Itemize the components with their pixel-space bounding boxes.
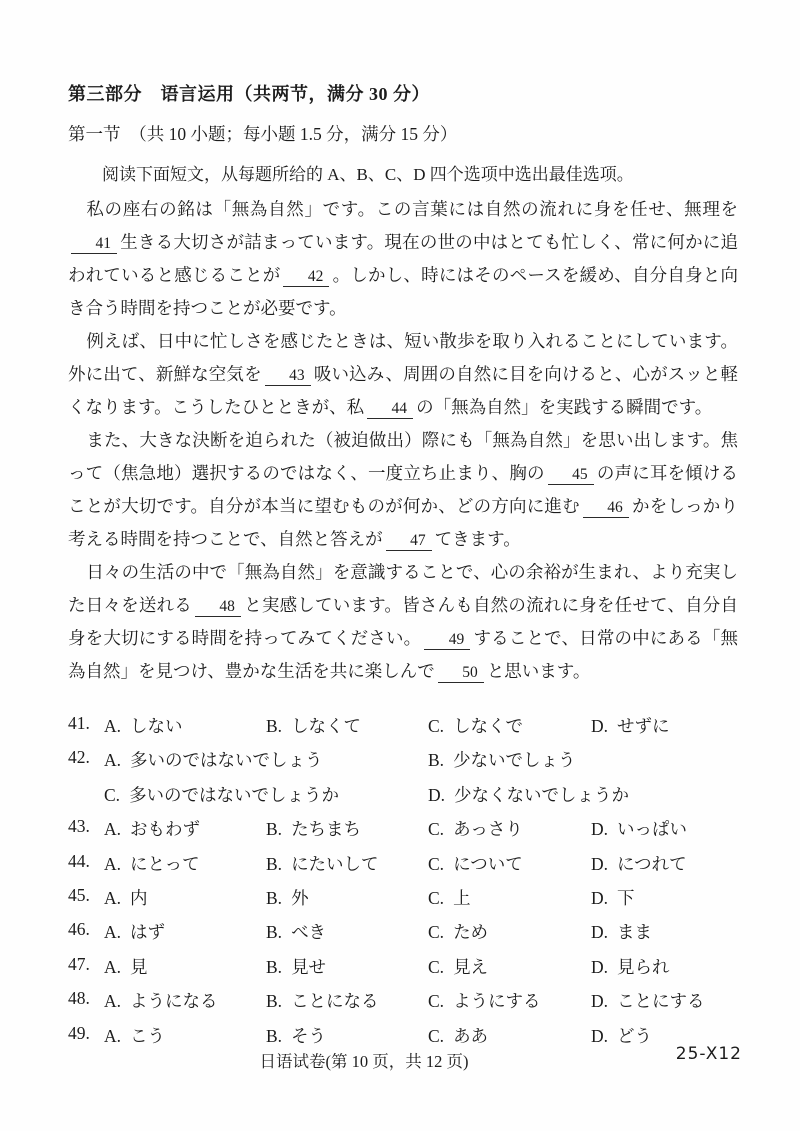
option-label: A. [104,887,122,908]
option-text: 多いのではないでしょうか [129,784,340,805]
option-label: B. [266,991,283,1012]
question-options [104,851,738,876]
option-label: C. [428,716,445,736]
option-c [428,851,591,876]
option-label: B. [266,922,283,943]
questions-list [68,713,738,1057]
section-header: 第三部分 语言运用（共两节，满分 30 分） [68,84,430,104]
option-c [428,988,591,1013]
option-text: 見られ [617,956,670,977]
option-a [104,954,266,979]
option-text: せずに [617,716,670,736]
option-b [266,816,428,841]
option-text: どう [617,1025,653,1046]
option-label: A. [104,750,122,771]
blank-45: 45 [548,465,594,485]
option-text: 外 [291,887,309,908]
question-options [104,713,738,738]
blank-44: 44 [367,399,413,419]
blank-50: 50 [438,663,484,683]
option-text: しなくて [291,716,362,736]
option-label: C. [428,853,445,874]
option-text: 少なくないでしょうか [454,784,630,805]
option-text: 下 [617,887,635,908]
question-options [104,816,738,841]
option-b [266,851,428,876]
option-label: D. [591,1025,609,1046]
question-number: 49. [68,1022,90,1043]
instructions: 阅读下面短文，从每题所给的 A、B、C、D 四个选项中选出最佳选项。 [102,165,634,184]
question-options [104,885,738,910]
question-number: 47. [68,953,90,974]
passage-paragraph [68,325,738,424]
question-number: 42. [68,747,90,768]
option-b [266,885,428,910]
footer-page-info: 日语试卷(第 10 页，共 12 页) [259,1052,469,1071]
question-row-48 [68,988,738,1022]
option-label: A. [104,716,122,736]
option-text: べき [291,922,327,943]
passage-paragraph [68,193,738,325]
question-row-41 [68,713,738,747]
option-c [428,885,591,910]
passage-text: と思います。 [486,661,591,681]
option-text: たちまち [291,819,362,840]
passage-text: 日々の生活の中で「無為自然」を意識することで、心の余裕が生まれ、より充実した日々を送れる [68,562,738,615]
question-number: 44. [68,850,90,871]
question-row-42-1 [68,747,738,781]
option-text: 見 [130,956,148,977]
option-label: C. [428,1025,445,1046]
option-d [591,954,738,979]
option-d [591,988,738,1013]
passage-text: かをしっかり考える時間を持つことで、自然と答えが [68,496,738,549]
passage-text: の声に耳を傾けることが大切です。自分が本当に望むものが何か、どの方向に進む [68,463,738,516]
option-c [104,782,428,807]
blank-42: 42 [283,267,329,287]
question-row-42-2 [68,782,738,816]
blank-47: 47 [386,531,432,551]
option-a [104,713,266,738]
option-text: いっぱい [617,819,688,840]
question-options [104,747,738,772]
option-label: A. [104,853,122,874]
option-label: B. [428,750,445,771]
passage-text: 私の座右の銘は「無為自然」です。この言葉には自然の流れに身を任せ、無理を [86,199,738,219]
option-text: ああ [453,1025,489,1046]
passage-text: と実感しています。皆さんも自然の流れに身を任せて、自分自身を大切にする時間を持ってみてください。 [68,595,739,648]
option-label: D. [591,887,609,908]
question-number: 46. [68,919,90,940]
option-label: B. [266,819,283,840]
option-label: A. [104,922,122,943]
option-d [591,816,738,841]
option-label: D. [591,922,609,943]
option-label: A. [104,991,122,1012]
passage-text: の「無為自然」を実践する瞬間です。 [416,397,713,417]
option-c [428,919,591,944]
question-row-46 [68,919,738,953]
option-text: あっさり [453,819,523,840]
option-a [104,988,266,1013]
option-b [266,919,428,944]
option-text: 多いのではないでしょう [130,750,323,771]
option-label: D. [591,956,609,977]
option-a [104,919,266,944]
option-label: D. [428,784,446,805]
passage-paragraph [68,556,738,688]
option-label: B. [266,716,283,736]
option-a [104,816,266,841]
option-label: A. [104,819,122,840]
option-label: B. [266,853,283,874]
option-text: について [453,853,523,874]
option-text: 見え [453,956,489,977]
option-text: につれて [617,853,687,874]
passage-text: 例えば、日中に忙しさを感じたときは、短い散歩を取り入れることにしています。外に出て、新鮮な空気を [68,331,738,384]
option-text: しない [130,716,183,736]
option-label: C. [428,922,445,943]
passage-text: 生きる大切さが詰まっています。現在の世の中はとても忙しく、常に何かに追われていると感じることが [68,232,738,285]
option-text: そう [291,1025,327,1046]
option-b [266,988,428,1013]
blank-46: 46 [583,498,629,518]
blank-41: 41 [71,234,117,254]
passage-text: てきます。 [434,529,521,549]
passage-paragraph [68,424,738,556]
question-options [104,919,738,944]
option-text: 少ないでしょう [453,750,576,771]
option-label: C. [428,887,445,908]
passage-text: 。しかし、時にはそのペースを緩め、自分自身と向き合う時間を持つことが必要です。 [68,265,738,318]
option-text: おもわず [130,819,201,840]
option-text: 見せ [291,956,327,977]
option-text: まま [617,922,653,943]
option-b [266,713,428,738]
option-c [428,713,591,738]
option-text: ことにする [617,991,705,1012]
subsection-header: 第一节 （共 10 小题；每小题 1.5 分，满分 15 分） [68,124,458,144]
option-label: C. [428,956,445,977]
option-d [591,885,738,910]
question-row-44 [68,851,738,885]
footer-paper-code: 25-X12 [675,1044,742,1064]
question-number: 45. [68,884,90,905]
question-row-47 [68,954,738,988]
question-options [104,954,738,979]
page-footer [0,1044,800,1074]
option-label: B. [266,1025,283,1046]
option-text: にたいして [291,853,379,874]
option-c [428,954,591,979]
option-label: D. [591,853,609,874]
question-row-45 [68,885,738,919]
option-text: にとって [130,853,200,874]
option-text: しなくで [453,716,524,736]
option-a [104,885,266,910]
option-label: C. [428,991,445,1012]
option-c [428,816,591,841]
option-b [428,747,738,772]
passage [68,193,738,688]
page-content [68,80,738,1057]
option-text: こう [130,1025,166,1046]
question-number: 41. [68,713,90,733]
passage-text: 吸い込み、周囲の自然に目を向けると、心がスッと軽くなります。こうしたひとときが、私 [68,364,738,417]
option-label: D. [591,716,609,736]
option-label: D. [591,991,609,1012]
option-label: B. [266,887,283,908]
option-d [591,851,738,876]
option-d [428,782,738,807]
option-label: D. [591,819,609,840]
option-a [104,747,428,772]
option-d [591,919,738,944]
passage-text: することで、日常の中にある「無為自然」を見つけ、豊かな生活を共に楽しんで [68,628,738,681]
option-text: はず [130,922,166,943]
option-d [591,713,738,738]
blank-48: 48 [195,597,241,617]
question-number: 48. [68,988,90,1009]
option-text: ことになる [291,991,379,1012]
option-label: A. [104,1025,122,1046]
option-text: ため [453,922,489,943]
option-text: 上 [453,887,471,908]
option-label: B. [266,956,283,977]
option-label: A. [104,956,122,977]
option-text: ようにする [453,991,541,1012]
option-text: 内 [130,887,148,908]
question-options [104,782,738,807]
option-a [104,851,266,876]
question-options [104,988,738,1013]
question-number: 43. [68,816,90,837]
passage-text: また、大きな決断を迫られた（被迫做出）際にも「無為自然」を思い出します。焦って（焦急地）選択するのではなく、一度立ち止まり、胸の [68,430,738,483]
blank-49: 49 [424,630,470,650]
option-label: C. [104,784,121,805]
option-label: C. [428,819,445,840]
blank-43: 43 [265,366,311,386]
question-row-43 [68,816,738,850]
option-b [266,954,428,979]
option-text: ようになる [130,991,218,1012]
